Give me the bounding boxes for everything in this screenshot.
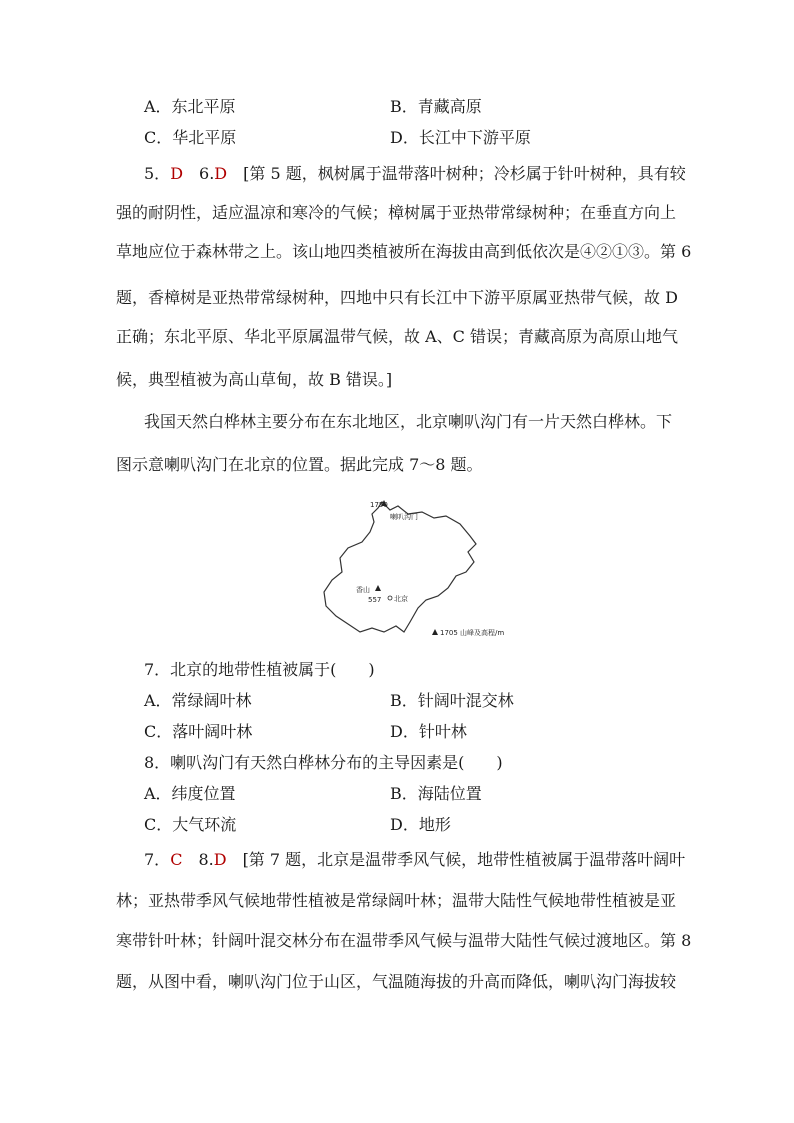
q7-option-d: D．针叶林	[390, 722, 467, 741]
answer-6-value: D	[214, 164, 228, 183]
q4-option-d: D．长江中下游平原	[390, 128, 531, 147]
answer-7-8-line-1	[144, 850, 685, 870]
answer-7-value: C	[170, 850, 183, 869]
answer-7-8-line-3: 寒带针叶林；针阔叶混交林分布在温带季风气候与温带大陆性气候过渡地区。第 8	[116, 931, 692, 950]
answer-5-6-line-5: 正确；东北平原、华北平原属温带气候，故 A、C 错误；青藏高原为高原山地气	[116, 327, 678, 346]
answer-6-number: 6.	[199, 164, 215, 183]
answer-5-6-line-4: 题，香樟树是亚热带常绿树种，四地中只有长江中下游平原属亚热带气候，故 D	[116, 288, 678, 307]
hill-name-label: 香山	[356, 586, 370, 594]
q8-option-d: D．地形	[390, 815, 451, 834]
peak-elevation-label: 1750	[370, 501, 388, 509]
answer-8-number: 8.	[198, 850, 214, 869]
answer-5-6-explanation-start: [第 5 题，枫树属于温带落叶树种；冷杉属于针叶树种，具有较	[243, 164, 686, 183]
answer-7-8-line-4: 题，从图中看，喇叭沟门位于山区，气温随海拔的升高而降低，喇叭沟门海拔较	[116, 972, 677, 991]
city-label: 北京	[394, 595, 408, 603]
answer-5-number: 5．	[144, 164, 171, 183]
q7-option-a: A．常绿阔叶林	[144, 691, 252, 710]
intro-line-1: 我国天然白桦林主要分布在东北地区，北京喇叭沟门有一片天然白桦林。下	[144, 412, 673, 431]
answer-5-6-line-3: 草地应位于森林带之上。该山地四类植被所在海拔由高到低依次是④②①③。第 6	[116, 242, 692, 261]
q4-option-a: A．东北平原	[144, 97, 236, 116]
city-point-icon	[388, 596, 392, 600]
answer-7-8-line-2: 林；亚热带季风气候地带性植被是常绿阔叶林；温带大陆性气候地带性植被是亚	[116, 891, 677, 910]
q7-option-b: B．针阔叶混交林	[390, 691, 514, 710]
hill-triangle-icon	[375, 585, 381, 591]
q8-stem: 8．喇叭沟门有天然白桦林分布的主导因素是( )	[144, 753, 503, 772]
beijing-map-figure	[318, 492, 518, 642]
hill-elevation-label: 557	[368, 596, 382, 604]
answer-5-6-line-1	[144, 164, 686, 184]
q8-option-c: C．大气环流	[144, 815, 237, 834]
q7-option-c: C．落叶阔叶林	[144, 722, 253, 741]
answer-5-6-line-2: 强的耐阴性，适应温凉和寒冷的气候；樟树属于亚热带常绿树种；在垂直方向上	[116, 203, 677, 222]
q8-option-a: A．纬度位置	[144, 784, 236, 803]
answer-7-8-explanation-start: [第 7 题，北京是温带季风气候，地带性植被属于温带落叶阔叶	[242, 850, 686, 869]
answer-7-number: 7．	[144, 850, 171, 869]
q4-option-b: B．青藏高原	[390, 97, 482, 116]
answer-5-6-line-6: 候，典型植被为高山草甸，故 B 错误。]	[116, 370, 393, 389]
answer-5-value: D	[170, 164, 184, 183]
q8-option-b: B．海陆位置	[390, 784, 482, 803]
beijing-boundary	[324, 502, 476, 632]
answer-8-value: D	[213, 850, 227, 869]
peak-name-label: 喇叭沟门	[390, 513, 418, 521]
intro-line-2: 图示意喇叭沟门在北京的位置。据此完成 7～8 题。	[116, 455, 483, 474]
map-legend-label: 1705 山峰及高程/m	[440, 629, 505, 637]
q4-option-c: C．华北平原	[144, 128, 237, 147]
q7-stem: 7．北京的地带性植被属于( )	[144, 660, 375, 679]
legend-peak-icon	[432, 629, 438, 635]
beijing-map	[318, 492, 518, 642]
